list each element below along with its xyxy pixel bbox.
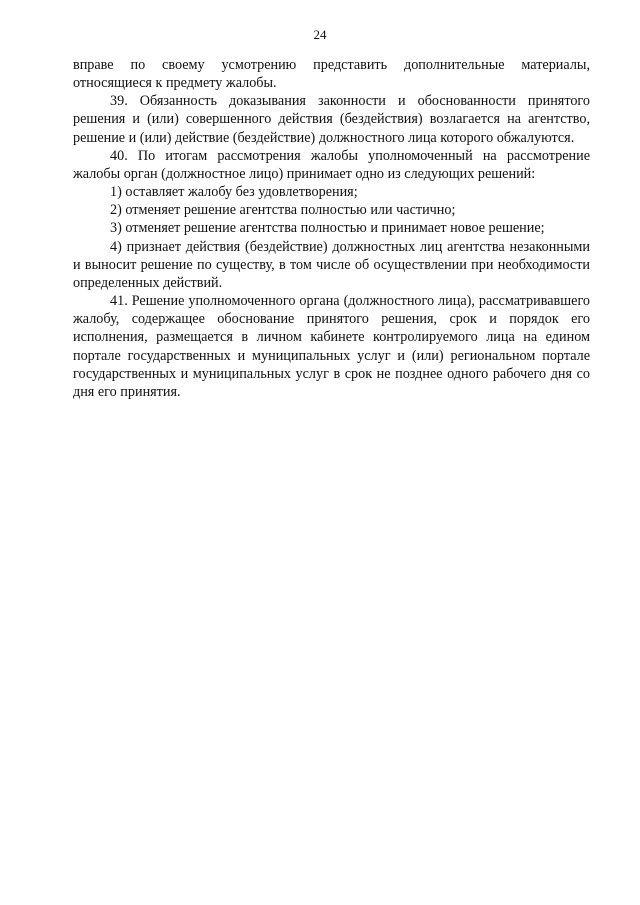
paragraph-40: 40. По итогам рассмотрения жалобы уполномоченный на рассмотрение жалобы орган (должностное лицо) принимает одно из следующих решений: (73, 147, 590, 182)
paragraph-39: 39. Обязанность доказывания законности и обоснованности принятого решения и (или) совершенного действия (бездействия) возлагается на агентство, решение и (или) действие (бездействие) должностного лица которого обжалуются. (73, 93, 590, 146)
document-body (73, 56, 590, 401)
list-item-3: 3) отменяет решение агентства полностью и принимает новое решение; (110, 220, 545, 237)
list-item-2: 2) отменяет решение агентства полностью или частично; (110, 202, 456, 219)
paragraph-continuation: вправе по своему усмотрению представить дополнительные материалы, относящиеся к предмету жалобы. (73, 57, 590, 92)
page-number: 24 (313, 27, 327, 42)
paragraph-41: 41. Решение уполномоченного органа (должностного лица), рассматривавшего жалобу, содержащее обоснование принятого решения, срок и порядок его исполнения, размещается в личном кабинете контролируемого лица на едином портале государственных и муниципальных услуг и (или) региональном портале государственных и муниципальных услуг в срок не позднее одного рабочего дня со дня его принятия. (73, 293, 590, 400)
list-item-1: 1) оставляет жалобу без удовлетворения; (110, 184, 358, 201)
list-item-4: 4) признает действия (бездействие) должностных лиц агентства незаконными и выносит решение по существу, в том числе об осуществлении при необходимости определенных действий. (73, 238, 590, 291)
